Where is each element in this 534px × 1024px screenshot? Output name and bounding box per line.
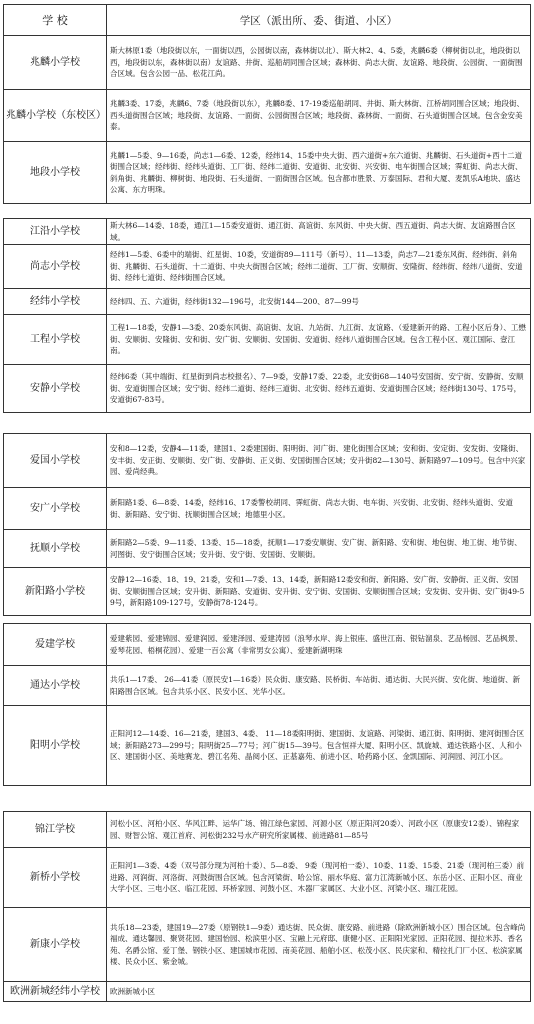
table-row [4, 36, 531, 90]
school-name: 欧洲新城经纬小学校 [4, 982, 107, 1002]
table-row [4, 245, 531, 289]
school-name: 尚志小学校 [4, 245, 107, 289]
table-row [4, 90, 531, 142]
table-row [4, 530, 531, 568]
school-name: 兆麟小学校 [4, 36, 107, 90]
table-row [4, 706, 531, 786]
school-name: 抚顺小学校 [4, 530, 107, 568]
table-header-row [4, 5, 531, 36]
school-name: 经纬小学校 [4, 289, 107, 315]
district-text: 斯大林6—14委、18委，通江1—15委安道街、通江街、高谊街、东风街、中央大街、西五道街、尚志大街、友谊路围合区域。 [107, 219, 531, 245]
school-name: 兆麟小学校（东校区） [4, 90, 107, 142]
header-school: 学 校 [4, 5, 107, 36]
table-row [4, 488, 531, 530]
district-text: 斯大林原1委（地段街以东，一面街以西，公园街以南，森林街以北）、斯大林2、4、5委，兆麟6委（柳树街以北，地段街以西，地段街以东，森林街以南）友谊路、井街、巡船胡同围合区域；森林街、尚志大街、友谊路、地段街、公园街、一面街围合区域。包含公园一品、松花江尚。 [107, 36, 531, 90]
school-name: 江沿小学校 [4, 219, 107, 245]
district-text: 正阳河1—3委、4委（双号部分现为河柏十委）、5—8委、 9委（现河柏一委）、10委、11委、15委、21委（现河柏三委）前进路、河润街、河洛街、河鼓街围合区域。包含河梁街、哈公馆、丽水华庭、富力江湾新城小区、东岳小区、正阳小区、商业大学小区、三电小区、临江花园、环桥家园、河鼓小区、木器厂家属区、大业小区、河梁小区、瑞江花园。 [107, 848, 531, 908]
school-name: 新桥小学校 [4, 848, 107, 908]
school-name: 安广小学校 [4, 488, 107, 530]
school-district-table-section-4 [3, 623, 531, 786]
district-text: 欧洲新城小区 [107, 982, 531, 1002]
school-name: 锦江学校 [4, 812, 107, 848]
table-row [4, 289, 531, 315]
school-name: 阳明小学校 [4, 706, 107, 786]
school-name: 爱国小学校 [4, 434, 107, 488]
header-district: 学区（派出所、委、街道、小区） [107, 5, 531, 36]
district-text: 安和8—12委，安静4—11委，建国1、2委建国街、阳明街、河广街、建化街围合区域；安和街、安定街、安发街、安隆街、安丰街、安正街、安顺街、安广街、安静街、正义街、安国街围合区域；安升街82—130号、新阳路97—109号。包含中兴家园、爱尚经典。 [107, 434, 531, 488]
school-name: 地段小学校 [4, 142, 107, 204]
district-text: 经纬1—5委、6委中的端街、红星街、10委，安道街89—111号（新号）、11—13委，尚志7—21委东风街、经纬街、斜角街、兆麟街、石头道街、十二道街、中央大街围合区域；经纬二道街、工厂街、安顺街、安隆街、经纬街、经纬八道街、安道街、经纬七道街、经纬街围合区域。 [107, 245, 531, 289]
district-text: 河松小区、河柏小区、华风江畔、运华广场、锦江绿色家园、河源小区（原正阳河20委）、河政小区（原康安12委）、锦程家园、财智公馆、观江首府、河松街232号水产研究所家属楼、前进路81—85号 [107, 812, 531, 848]
school-name: 新康小学校 [4, 908, 107, 982]
school-name: 安静小学校 [4, 365, 107, 413]
district-text: 经纬6委（其中端街、红星街到尚志校报名）、7—9委，安静17委、22委，北安街68—140号安国街、安宁街、安静街、安顺街、安道街围合区域；安宁街、经纬二道街、经纬三道街、北安街、经纬五道街、安道街围合区域；经纬街130号、175号，安道街67-83号。 [107, 365, 531, 413]
school-district-table-section-5 [3, 811, 531, 1002]
district-text: 爱建紫园、爱建锦园、爱建润园、爱建泽园、爱建涛园（浪琴水岸、海上银座、盛世江南、银钻溜泉、艺品杨园、艺品枫景、爱琴花园、梧桐花园）、爱建一百公寓（非常男女公寓）、爱建新湖明珠 [107, 624, 531, 666]
table-row [4, 434, 531, 488]
table-row [4, 142, 531, 204]
table-row [4, 624, 531, 666]
table-row [4, 666, 531, 706]
school-district-table-section-1 [3, 4, 531, 204]
table-row [4, 982, 531, 1002]
district-text: 新阳路2—5委、9—11委、13委、15—18委，抚顺1—17委安顺街、安广街、新阳路、安和街、地包街、地工街、地节街、河图街、安宁街围合区域；安升街、安宁街、安国街、安顺街。 [107, 530, 531, 568]
table-row [4, 568, 531, 616]
district-text: 共乐1—17委、 26—41委（原民安1—16委）民众街、康安路、民桥街、车站街、通达街、大民兴街、安化街、地道街、新阳路围合区域。包含共乐小区、民安小区、光华小区。 [107, 666, 531, 706]
district-text: 新阳路1委、6—8委、14委，经纬16、17委警校胡同、霁虹街、尚志大街、电车街、兴安街、北安街、经纬头道街、安道街、新阳路、安宁街、抚顺街围合区域；地德里小区。 [107, 488, 531, 530]
district-text: 工程1—18委，安静1—3委、20委东风街、高谊街、友谊、九站街、九江街、友谊路、（爱建新开的路、工程小区后身）、工懋街、安顺街、安隆街、安和街、安广街、安顺街、安国街、安道街、经纬八道街围合区域。包含工程小区、观江国际、壹江南。 [107, 315, 531, 365]
school-name: 工程小学校 [4, 315, 107, 365]
district-text: 兆麟3委、17委，兆麟6、7委（地段街以东），兆麟8委、17-19委巡船胡同、井街、斯大林街、江桥胡同围合区域；地段街、西头道街围合区域；地段街、友谊路、一面街、公园街围合区域；地段街、森林街、一面街、石头道街围合区域。包含金安美泰。 [107, 90, 531, 142]
district-text: 正阳河12—14委、16—21委，建国3、4委、 11—18委阳明街、建国街、友谊路、河梁街、通江街、阳明街、建河街围合区域；新阳路273—299号；阳明街25—77号；河广街15—39号。包含恒祥大厦、阳明小区、凯旋城、通达铁路小区、人和小区、建国街小区、美地赛龙、碧江名苑、晶阅小区、正基嘉苑、前进小区、哈药路小区、金凯国际、河润园、河江小区。 [107, 706, 531, 786]
school-name: 爱建学校 [4, 624, 107, 666]
district-text: 兆麟1—5委、9—16委，尚志1—6委、12委，经纬14、15委中央大街、西六道街+东六道街、兆麟街、石头道街+西十二道街围合区域；经纬街、经纬头道街、工厂街、经纬二道街、安道街、北安街、兴安街、电车街围合区域；霁虹街、尚志大街、斜角街、兆麟街、柳树街、地段街、石头道街、一面街围合区域。包含都市胜景、万泰国际、君和大厦、麦凯乐A地块、盛达公寓、东方明珠。 [107, 142, 531, 204]
school-district-table-section-3 [3, 433, 531, 616]
table-row [4, 908, 531, 982]
table-row [4, 848, 531, 908]
table-row [4, 365, 531, 413]
district-text: 安静12—16委、18、19、21委，安和1—7委、13、14委，新阳路12委安和街、新阳路、安广街、安静街、正义街、安国街、安顺街围合区域；安升街、新阳路、安道街、安升街、安宁街、安国街、安顺街围合区域；安发街、安升街、安广街49-59号，新阳路109-127号，安静街78-124号。 [107, 568, 531, 616]
district-text: 经纬四、五、六道街，经纬街132—196号，北安街144—200、87—99号 [107, 289, 531, 315]
table-row [4, 812, 531, 848]
table-row [4, 315, 531, 365]
district-text: 共乐18—23委，建国19—27委（原钢铁1—9委）通达街、民众街、康安路、前进路（除欧洲新城小区）围合区域。包含峰尚福成、通达馨园、聚贤花园、建国怡园、松滨里小区、宝融上元府邸、康健小区、正阳阳光家园、正阳花园、提拉米苏、香名苑、名爵公馆、爱丁堡、钢铁小区、建国城市花园、南美花园、船舶小区、松茂小区、民庆家和、精拉扎门厂小区、松滨家属楼、民众小区、紫金城。 [107, 908, 531, 982]
school-district-table-section-2 [3, 218, 531, 413]
school-name: 通达小学校 [4, 666, 107, 706]
table-row [4, 219, 531, 245]
school-name: 新阳路小学校 [4, 568, 107, 616]
